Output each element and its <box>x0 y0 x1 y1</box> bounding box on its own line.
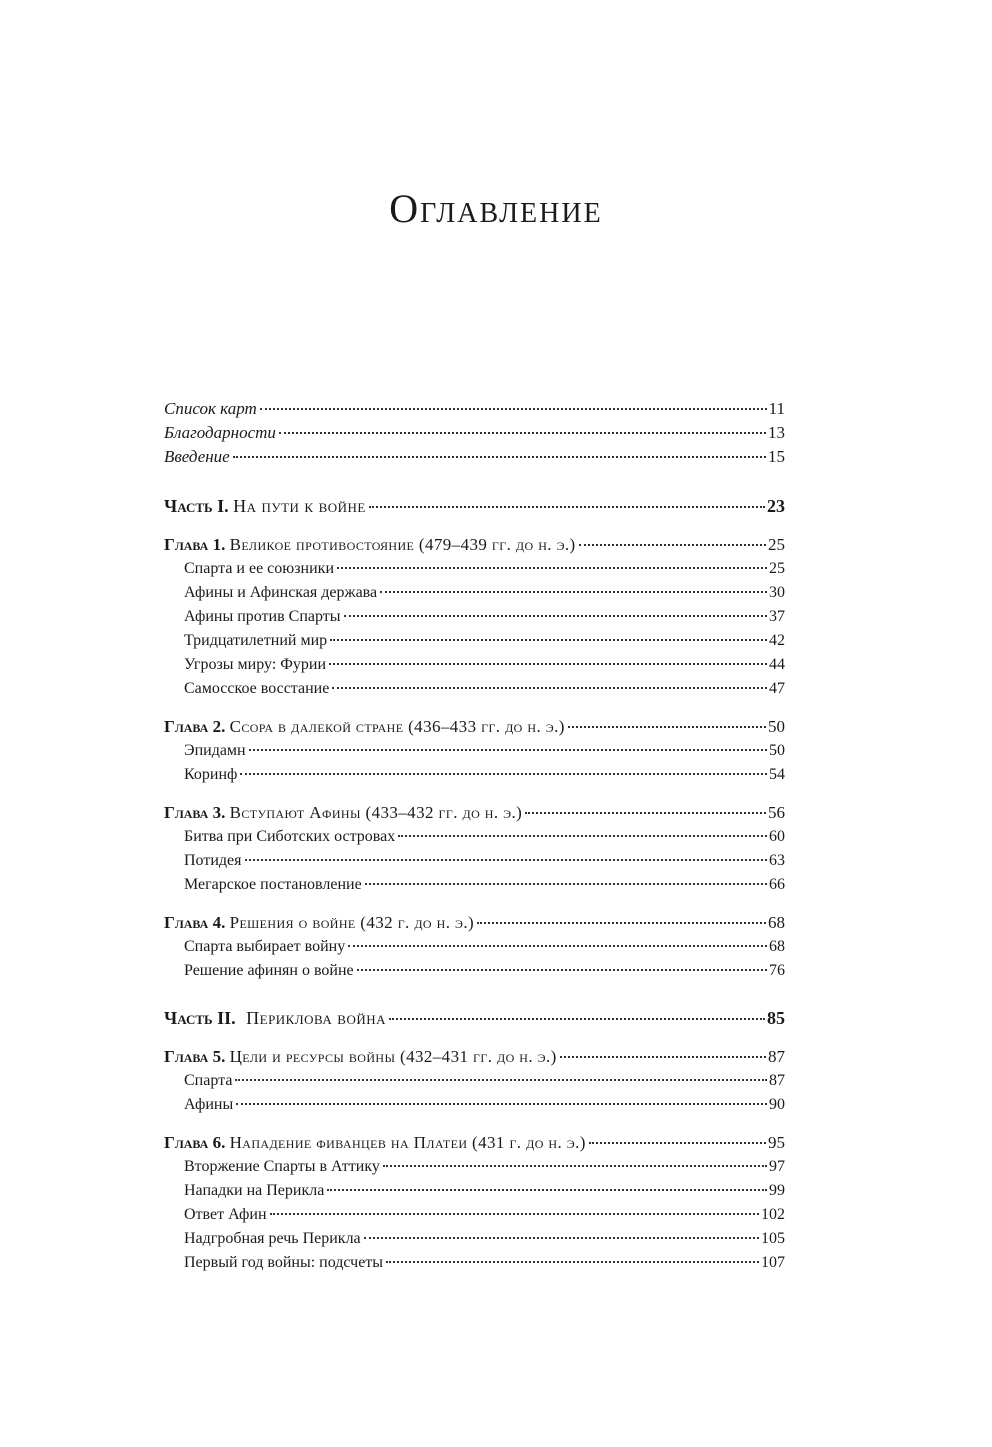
toc-section[interactable] <box>164 873 785 897</box>
toc-entry-page: 68 <box>768 913 785 932</box>
toc-section[interactable] <box>164 557 785 581</box>
toc-entry-page: 102 <box>761 1206 785 1223</box>
toc-entry-label: Список карт <box>164 399 257 418</box>
toc-section[interactable] <box>164 581 785 605</box>
toc-section[interactable] <box>164 605 785 629</box>
toc-entry-label: Нападки на Перикла <box>184 1182 325 1199</box>
toc-entry-page: 47 <box>769 680 785 697</box>
toc-entry-label: Ответ Афин <box>184 1206 267 1223</box>
table-of-contents <box>164 397 785 1275</box>
toc-chapter-2[interactable] <box>164 715 785 739</box>
dot-leader <box>369 506 765 508</box>
dot-leader <box>365 883 767 885</box>
toc-entry-page: 44 <box>769 656 785 673</box>
toc-entry-label: Надгробная речь Перикла <box>184 1230 361 1247</box>
dot-leader <box>327 1189 767 1191</box>
toc-entry-label: Первый год войны: подсчеты <box>184 1254 384 1271</box>
toc-entry-page: 50 <box>768 717 785 736</box>
toc-entry-label: Афины и Афинская держава <box>184 584 378 601</box>
toc-entry-page: 25 <box>769 560 785 577</box>
chapter-prefix: Глава 5. <box>164 1047 226 1066</box>
dot-leader <box>240 773 767 775</box>
toc-section[interactable] <box>164 739 785 763</box>
toc-entry-label: Решение афинян о войне <box>184 962 354 979</box>
dot-leader <box>560 1056 766 1058</box>
dot-leader <box>330 639 767 641</box>
part-prefix: Часть I. <box>164 496 229 516</box>
toc-section[interactable] <box>164 1069 785 1093</box>
toc-entry-page: 95 <box>768 1133 785 1152</box>
dot-leader <box>235 1079 767 1081</box>
toc-part-1[interactable] <box>164 493 785 519</box>
toc-section[interactable] <box>164 1179 785 1203</box>
dot-leader <box>477 922 766 924</box>
toc-entry-page: 87 <box>769 1072 785 1089</box>
toc-entry-page: 76 <box>769 962 785 979</box>
dot-leader <box>380 591 767 593</box>
dot-leader <box>344 615 767 617</box>
part-title: На пути к войне <box>233 496 366 516</box>
toc-section[interactable] <box>164 1093 785 1117</box>
toc-entry-label: Битва при Сиботских островах <box>184 828 396 845</box>
chapter-title: Решения о войне (432 г. до н. э.) <box>229 913 475 932</box>
toc-entry-label: Спарта выбирает войну <box>184 938 346 955</box>
dot-leader <box>386 1261 759 1263</box>
toc-entry-page: 25 <box>768 535 785 554</box>
toc-chapter-5[interactable] <box>164 1045 785 1069</box>
dot-leader <box>279 432 766 434</box>
toc-section[interactable] <box>164 653 785 677</box>
toc-chapter-1[interactable] <box>164 533 785 557</box>
toc-entry-introduction[interactable] <box>164 445 785 469</box>
dot-leader <box>589 1142 766 1144</box>
toc-entry-page: 15 <box>768 447 785 466</box>
toc-entry-page: 66 <box>769 876 785 893</box>
part-prefix: Часть II. <box>164 1008 236 1028</box>
dot-leader <box>233 456 766 458</box>
toc-section[interactable] <box>164 763 785 787</box>
toc-entry-label: Тридцатилетний мир <box>184 632 328 649</box>
toc-entry-page: 54 <box>769 766 785 783</box>
dot-leader <box>383 1165 767 1167</box>
toc-entry-page: 13 <box>768 423 785 442</box>
toc-entry-page: 30 <box>769 584 785 601</box>
toc-entry-label: Коринф <box>184 766 238 783</box>
toc-section[interactable] <box>164 849 785 873</box>
toc-section[interactable] <box>164 1227 785 1251</box>
toc-entry-page: 87 <box>768 1047 785 1066</box>
toc-entry-page: 90 <box>769 1096 785 1113</box>
toc-chapter-4[interactable] <box>164 911 785 935</box>
toc-entry-page: 50 <box>769 742 785 759</box>
toc-entry-page: 60 <box>769 828 785 845</box>
toc-entry-page: 23 <box>767 496 785 516</box>
chapter-title: Цели и ресурсы войны (432–431 гг. до н. э.) <box>229 1047 557 1066</box>
toc-entry-label: Мегарское постановление <box>184 876 362 893</box>
dot-leader <box>270 1213 759 1215</box>
chapter-title: Ссора в далекой стране (436–433 гг. до н. э.) <box>229 717 565 736</box>
dot-leader <box>249 749 767 751</box>
dot-leader <box>389 1018 765 1020</box>
toc-entry-label: Благодарности <box>164 423 276 442</box>
toc-section[interactable] <box>164 1251 785 1275</box>
dot-leader <box>525 812 766 814</box>
chapter-prefix: Глава 3. <box>164 803 226 822</box>
toc-entry-page: 63 <box>769 852 785 869</box>
chapter-title: Вступают Афины (433–432 гг. до н. э.) <box>229 803 523 822</box>
toc-section[interactable] <box>164 677 785 701</box>
toc-entry-label: Афины против Спарты <box>184 608 341 625</box>
part-title: Периклова война <box>246 1008 387 1028</box>
chapter-prefix: Глава 2. <box>164 717 226 736</box>
toc-section[interactable] <box>164 959 785 983</box>
toc-entry-label: Вторжение Спарты в Аттику <box>184 1158 380 1175</box>
toc-entry-label: Введение <box>164 447 230 466</box>
chapter-title: Нападение фиванцев на Платеи (431 г. до н. э.) <box>229 1133 586 1152</box>
toc-entry-label: Эпидамн <box>184 742 246 759</box>
toc-entry-label: Афины <box>184 1096 234 1113</box>
dot-leader <box>329 663 767 665</box>
toc-entry-maps[interactable] <box>164 397 785 421</box>
toc-entry-page: 105 <box>761 1230 785 1247</box>
toc-section[interactable] <box>164 1155 785 1179</box>
toc-entry-page: 42 <box>769 632 785 649</box>
chapter-prefix: Глава 6. <box>164 1133 226 1152</box>
dot-leader <box>236 1103 767 1105</box>
toc-section[interactable] <box>164 1203 785 1227</box>
toc-entry-label: Потидея <box>184 852 242 869</box>
toc-chapter-3[interactable] <box>164 801 785 825</box>
toc-section[interactable] <box>164 935 785 959</box>
chapter-prefix: Глава 1. <box>164 535 226 554</box>
toc-entry-acknowledgements[interactable] <box>164 421 785 445</box>
toc-entry-page: 11 <box>768 399 785 418</box>
toc-entry-page: 68 <box>769 938 785 955</box>
dot-leader <box>364 1237 759 1239</box>
toc-entry-page: 97 <box>769 1158 785 1175</box>
toc-entry-page: 85 <box>767 1008 785 1028</box>
dot-leader <box>332 687 767 689</box>
chapter-title: Великое противостояние (479–439 гг. до н. э.) <box>229 535 576 554</box>
dot-leader <box>348 945 767 947</box>
dot-leader <box>357 969 767 971</box>
toc-chapter-6[interactable] <box>164 1131 785 1155</box>
toc-entry-label: Спарта <box>184 1072 233 1089</box>
toc-entry-label: Угрозы миру: Фурии <box>184 656 327 673</box>
dot-leader <box>260 408 767 410</box>
toc-entry-page: 37 <box>769 608 785 625</box>
chapter-prefix: Глава 4. <box>164 913 226 932</box>
toc-entry-page: 56 <box>768 803 785 822</box>
toc-section[interactable] <box>164 825 785 849</box>
toc-section[interactable] <box>164 629 785 653</box>
dot-leader <box>579 544 766 546</box>
toc-entry-label: Спарта и ее союзники <box>184 560 335 577</box>
dot-leader <box>337 567 767 569</box>
toc-entry-label: Самосское восстание <box>184 680 330 697</box>
toc-entry-page: 107 <box>761 1254 785 1271</box>
toc-part-2[interactable] <box>164 1005 785 1031</box>
page-title: Оглавление <box>389 185 603 231</box>
dot-leader <box>245 859 768 861</box>
toc-entry-page: 99 <box>769 1182 785 1199</box>
dot-leader <box>398 835 767 837</box>
dot-leader <box>568 726 766 728</box>
